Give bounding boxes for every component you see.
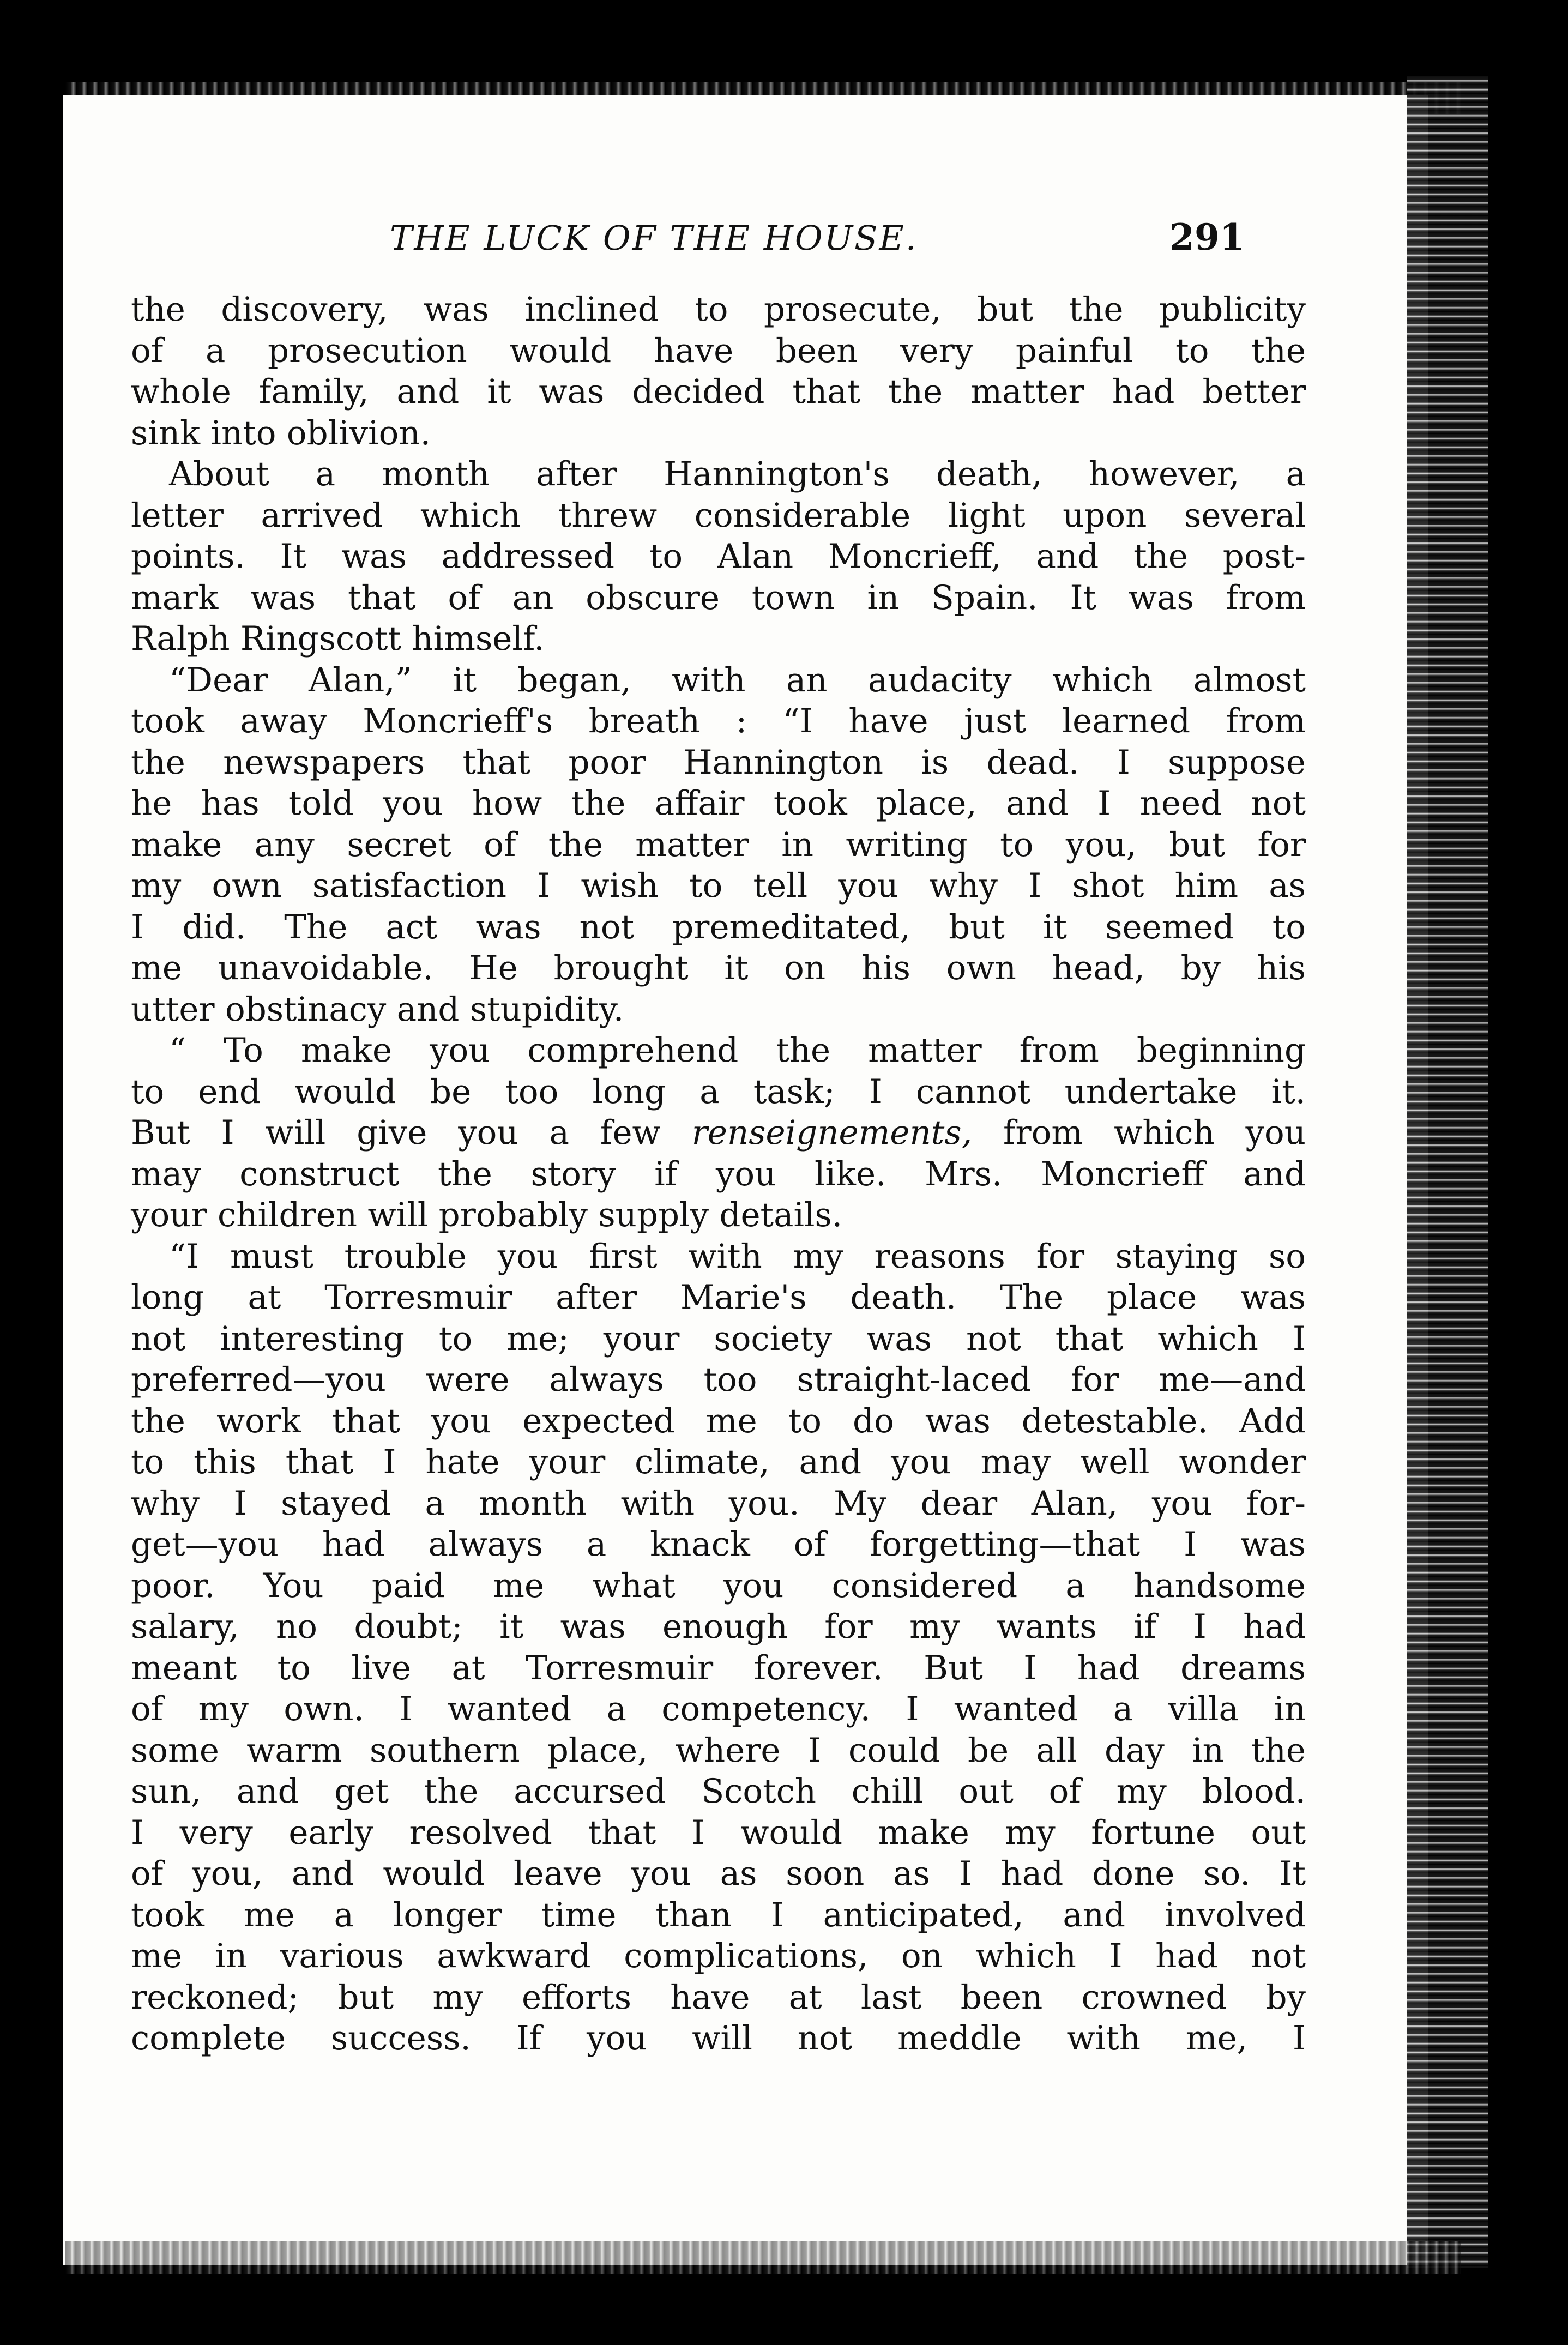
- text-line: of my own. I wanted a competency. I wanted a villa in: [131, 1690, 1306, 1728]
- paper-sheet: [63, 95, 1428, 2265]
- text-line: of you, and would leave you as soon as I had done so. It: [131, 1854, 1306, 1893]
- page-bottom-edge: [65, 2241, 1461, 2274]
- text-line: the discovery, was inclined to prosecute, but the publicity: [131, 290, 1306, 329]
- text-line: salary, no doubt; it was enough for my wants if I had: [131, 1607, 1306, 1646]
- text-line: “Dear Alan,” it began, with an audacity which almost: [169, 660, 1306, 700]
- text-line: Ralph Ringscott himself.: [131, 619, 545, 658]
- italic-word: renseignements,: [691, 1113, 973, 1152]
- text-line: letter arrived which threw considerable light upon several: [131, 496, 1306, 535]
- text-line: reckoned; but my efforts have at last been crowned by: [131, 1978, 1306, 2017]
- text-line: long at Torresmuir after Marie's death. The place was: [131, 1278, 1306, 1317]
- text-line: to end would be too long a task; I cannot undertake it.: [131, 1072, 1306, 1111]
- text-line: utter obstinacy and stupidity.: [131, 990, 624, 1029]
- text-line: About a month after Hannington's death, however, a: [169, 455, 1306, 493]
- text-line: your children will probably supply details.: [131, 1196, 843, 1234]
- text-line: may construct the story if you like. Mrs. Moncrieff and: [131, 1154, 1306, 1193]
- text-line: whole family, and it was decided that the matter had better: [131, 372, 1306, 411]
- text-line: sun, and get the accursed Scotch chill out of my blood.: [131, 1772, 1306, 1811]
- text-line: some warm southern place, where I could be all day in the: [131, 1731, 1306, 1770]
- text-line: me in various awkward complications, on which I had not: [131, 1937, 1306, 1975]
- text-line: took me a longer time than I anticipated, and involved: [131, 1895, 1306, 1934]
- text-line: I very early resolved that I would make my fortune out: [131, 1813, 1306, 1852]
- page-header: [63, 212, 1428, 266]
- text-line: “ To make you comprehend the matter from beginning: [169, 1031, 1306, 1070]
- text-line: poor. You paid me what you considered a handsome: [131, 1566, 1306, 1605]
- text-line: “I must trouble you first with my reasons for staying so: [169, 1237, 1306, 1276]
- text-line: to this that I hate your climate, and you may well wonder: [131, 1443, 1306, 1481]
- text-line: make any secret of the matter in writing to you, but for: [131, 825, 1306, 864]
- text-line: meant to live at Torresmuir forever. But I had dreams: [131, 1648, 1306, 1687]
- text-line: I did. The act was not premeditated, but it seemed to: [131, 907, 1306, 947]
- text-line: my own satisfaction I wish to tell you why I shot him as: [131, 866, 1306, 905]
- running-head: THE LUCK OF THE HOUSE.: [390, 218, 918, 258]
- text-line: get—you had always a knack of forgetting—that I was: [131, 1525, 1306, 1564]
- text-line: he has told you how the affair took place, and I need not: [131, 784, 1306, 823]
- text-line: preferred—you were always too straight-laced for me—and: [131, 1360, 1306, 1399]
- page-number: 291: [1169, 216, 1245, 258]
- text-line: me unavoidable. He brought it on his own head, by his: [131, 949, 1306, 987]
- text-line: But I will give you a few renseignements, from which you: [131, 1113, 1306, 1152]
- text-line: sink into oblivion.: [131, 413, 431, 453]
- text-line: took away Moncrieff's breath : “I have just learned from: [131, 702, 1306, 740]
- text-line: mark was that of an obscure town in Spain. It was from: [131, 578, 1306, 617]
- body-text: [131, 289, 1306, 2059]
- page-right-edge: [1407, 76, 1488, 2268]
- text-line: not interesting to me; your society was not that which I: [131, 1319, 1306, 1358]
- text-line: the work that you expected me to do was detestable. Add: [131, 1401, 1306, 1440]
- text-line: complete success. If you will not meddle with me, I: [131, 2019, 1306, 2058]
- text-line: of a prosecution would have been very painful to the: [131, 331, 1306, 370]
- text-line: the newspapers that poor Hannington is dead. I suppose: [131, 743, 1306, 782]
- text-line: why I stayed a month with you. My dear Alan, you for-: [131, 1484, 1306, 1523]
- text-line: points. It was addressed to Alan Moncrieff, and the post-: [131, 537, 1306, 576]
